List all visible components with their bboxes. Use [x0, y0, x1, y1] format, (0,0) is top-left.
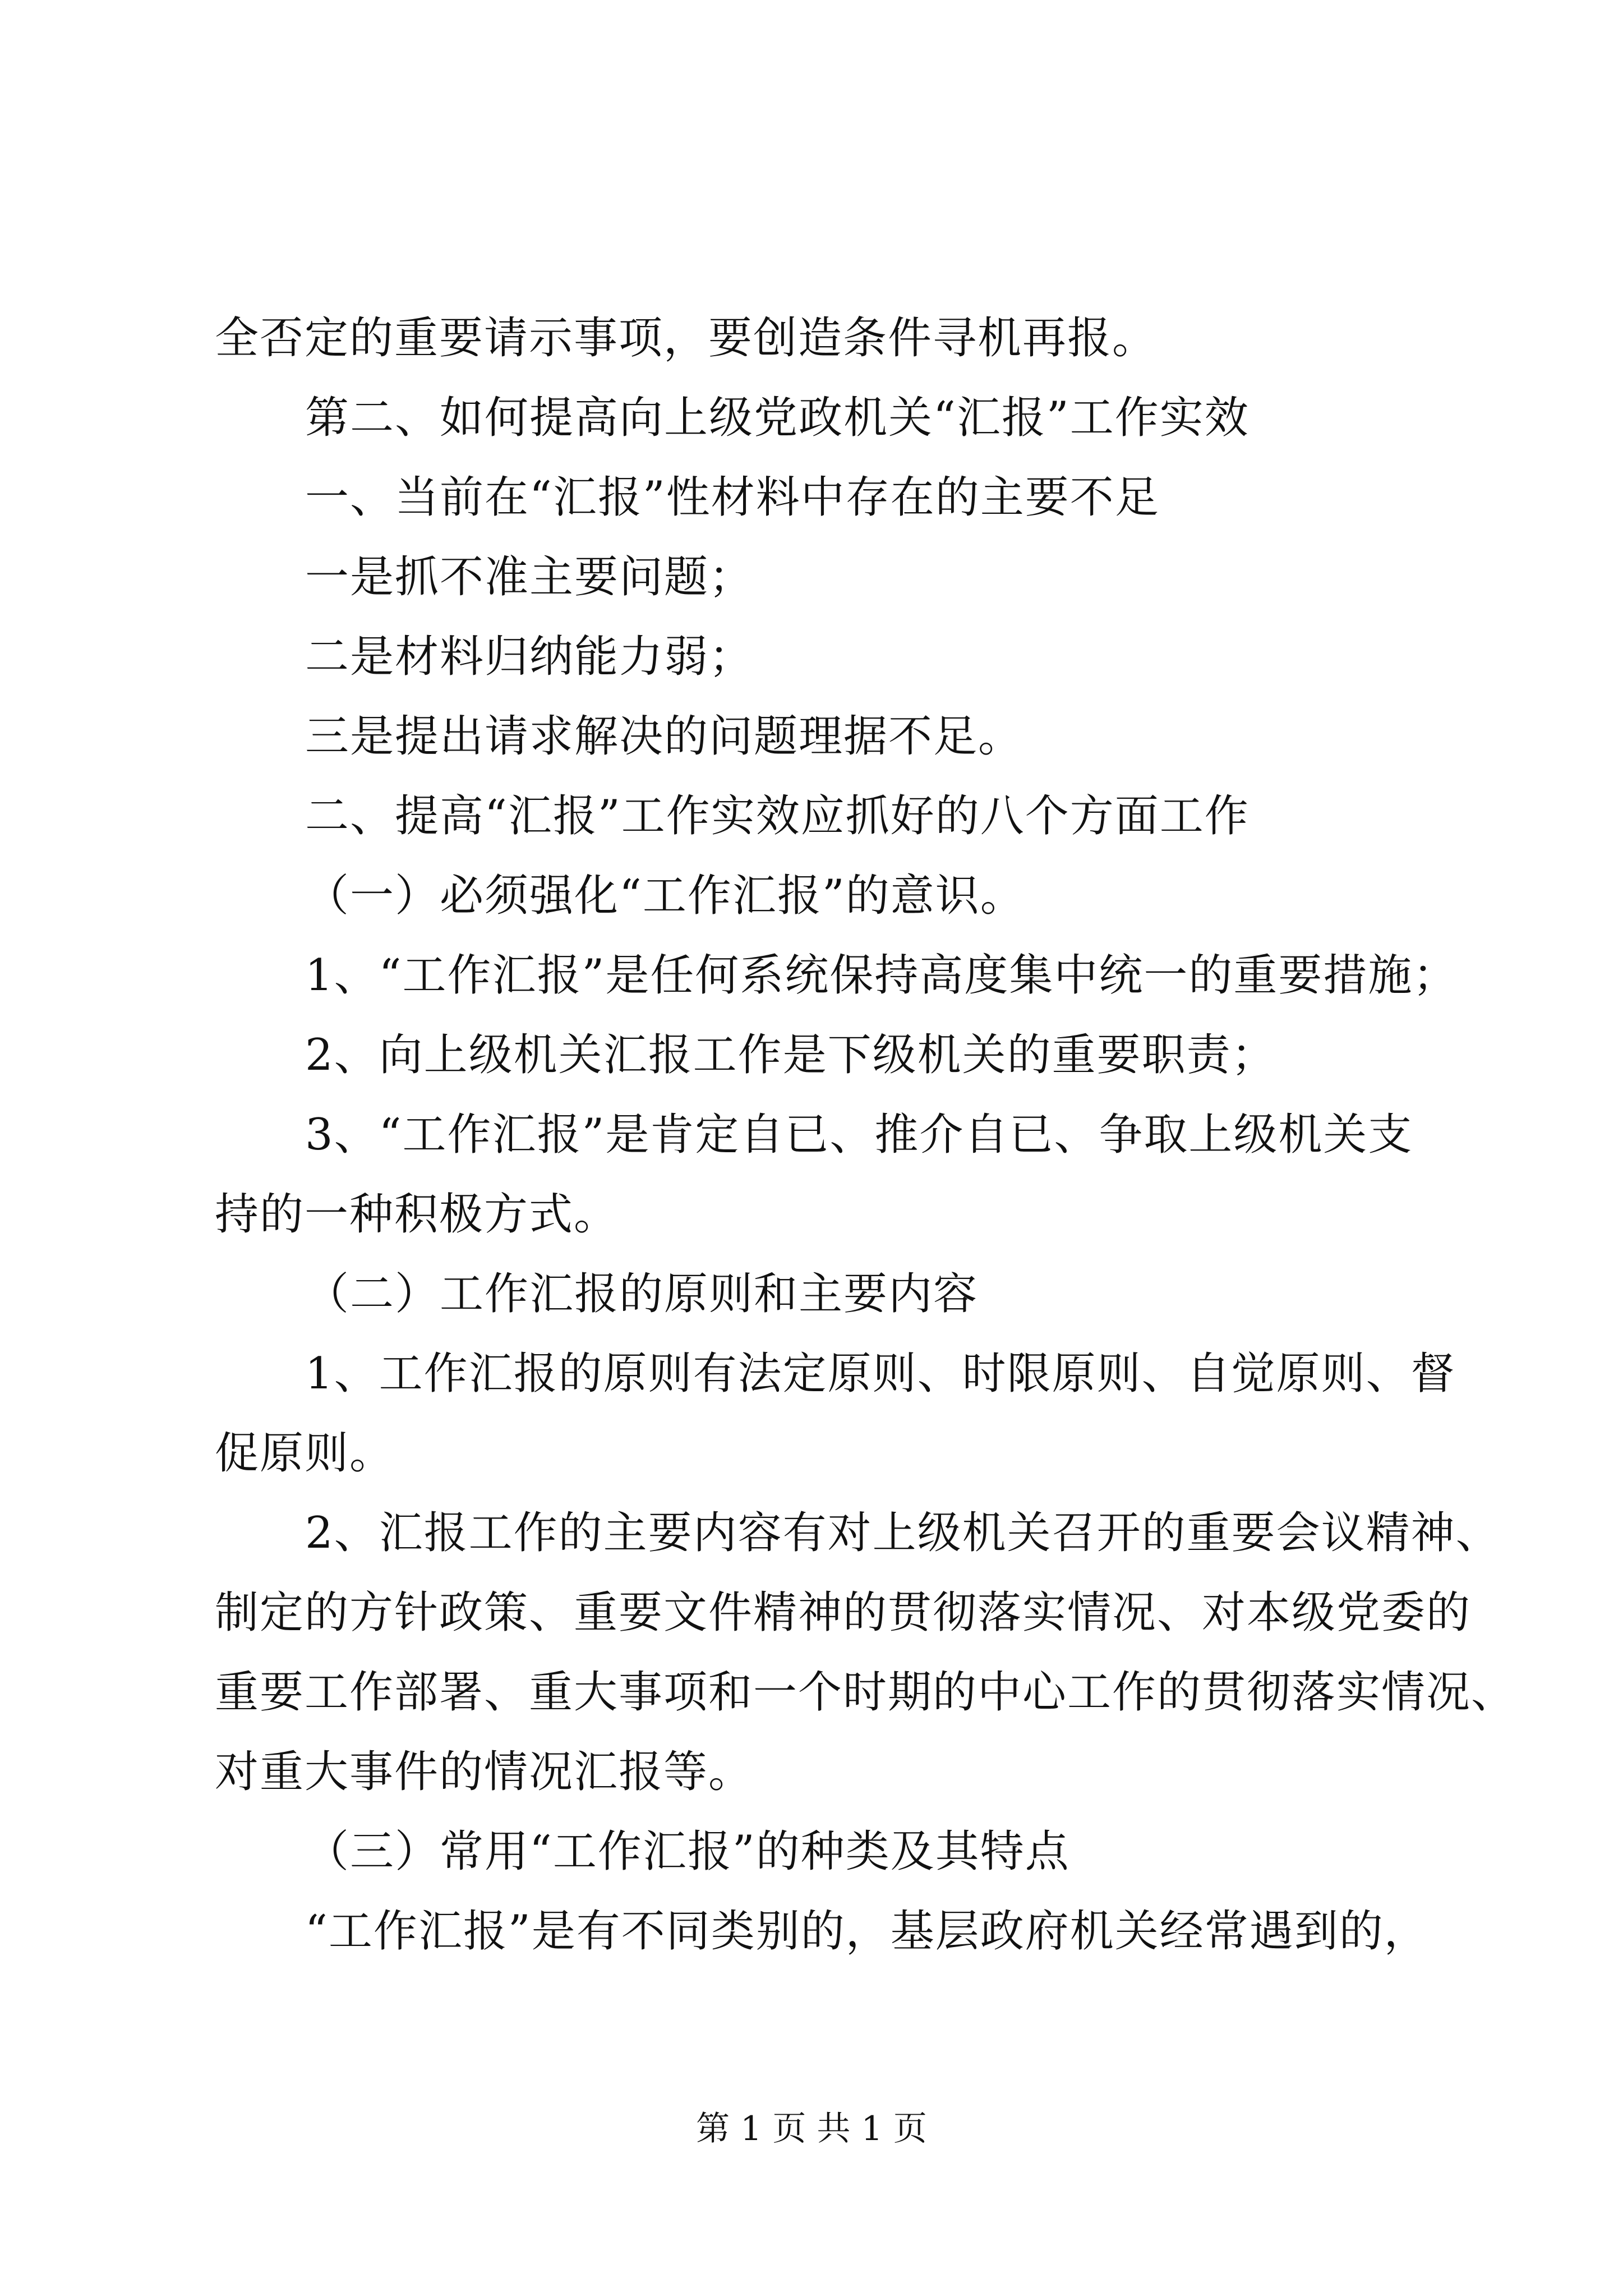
- text-line: 1、工作汇报的原则有法定原则、时限原则、自觉原则、督: [305, 1349, 1456, 1399]
- text-line: “工作汇报”是有不同类别的，基层政府机关经常遇到的，: [305, 1906, 1429, 1957]
- text-line: 对重大事件的情况汇报等。: [215, 1747, 754, 1797]
- text-line: （三）常用“工作汇报”的种类及其特点: [305, 1826, 1070, 1877]
- text-line: 一是抓不准主要问题；: [305, 552, 754, 602]
- text-line: 3、“工作汇报”是肯定自已、推介自已、争取上级机关支: [305, 1110, 1413, 1160]
- text-line: 一、当前在“汇报”性材料中存在的主要不足: [305, 472, 1160, 523]
- text-line: （一）必须强化“工作汇报”的意识。: [305, 871, 1025, 921]
- text-line: 持的一种积极方式。: [215, 1189, 619, 1240]
- text-line: 第二、如何提高向上级党政机关“汇报”工作实效: [305, 393, 1249, 443]
- text-line: 促原则。: [215, 1428, 395, 1479]
- text-line: 2、向上级机关汇报工作是下级机关的重要职责；: [305, 1030, 1276, 1080]
- text-line: （二）工作汇报的原则和主要内容: [305, 1269, 979, 1319]
- text-line: 二、提高“汇报”工作实效应抓好的八个方面工作: [305, 791, 1249, 841]
- text-line: 二是材料归纳能力弱；: [305, 632, 754, 682]
- text-line: 制定的方针政策、重要文件精神的贯彻落实情况、对本级党委的: [215, 1588, 1472, 1638]
- text-line: 重要工作部署、重大事项和一个时期的中心工作的贯彻落实情况、: [215, 1667, 1516, 1718]
- text-line: 2、汇报工作的主要内容有对上级机关召开的重要会议精神、: [305, 1508, 1501, 1558]
- page-footer: 第 1 页 共 1 页: [696, 2109, 927, 2148]
- text-line: 三是提出请求解决的问题理据不足。: [305, 711, 1023, 762]
- text-line: 1、“工作汇报”是任何系统保持高度集中统一的重要措施；: [305, 950, 1458, 1001]
- text-line: 全否定的重要请示事项，要创造条件寻机再报。: [215, 313, 1158, 364]
